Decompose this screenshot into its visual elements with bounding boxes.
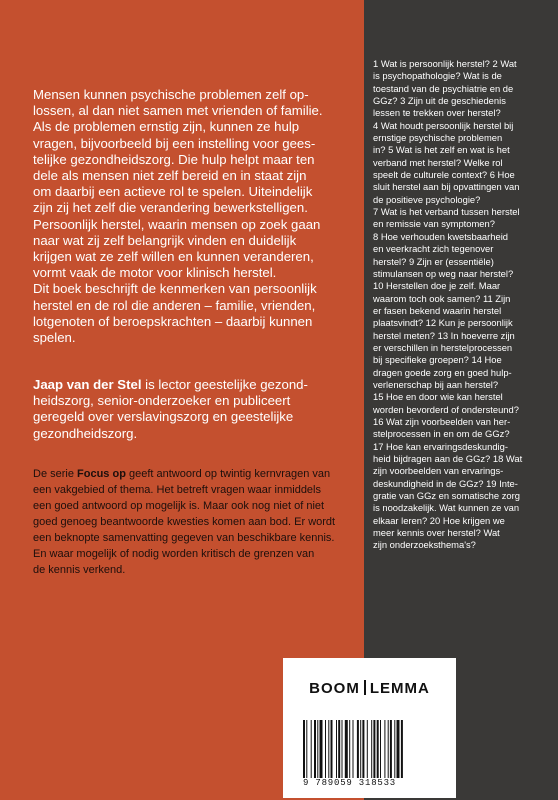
question-line: lessen te trekken over herstel? (373, 107, 501, 119)
questions-list (373, 58, 533, 552)
question-line: deskundigheid in de GGz? 19 Inte- (373, 477, 518, 489)
author-line: gezondheidszorg. (33, 425, 138, 441)
series-line: de kennis verkend. (33, 564, 126, 576)
series-line: een goed antwoord op mogelijk is. Maar ook nog niet of niet (33, 500, 325, 512)
question-line: heid bijdragen aan de GGz? 18 Wat (373, 453, 523, 464)
series-line: een vakgebied of thema. Het betreft vragen waar inmiddels (33, 484, 321, 496)
question-line: waarom toch ook samen? 11 Zijn (373, 292, 511, 304)
question-line: 8 Hoe verhouden kwetsbaarheid (373, 230, 508, 242)
question-line: speelt de culturele context? 6 Hoe (373, 169, 515, 181)
question-line: 15 Hoe en door wie kan herstel (373, 391, 503, 403)
question-line: er fasen bekend waarin herstel (373, 304, 502, 316)
question-line: toestand van de psychiatrie en de (373, 82, 514, 94)
question-line: is noodzakelijk. Wat kunnen ze van (373, 502, 520, 514)
question-line: verlenerschap bij aan herstel? (373, 378, 499, 390)
logo-divider (364, 680, 366, 695)
series-line: een beknopte samenvatting gegeven van beschikbare kennis. (33, 532, 335, 544)
series-name: Focus op (77, 468, 126, 480)
question-line: plaatsvindt? 12 Kun je persoonlijk (373, 317, 513, 329)
question-line: 1 Wat is persoonlijk herstel? 2 Wat (373, 58, 517, 69)
intro-line: vormt vaak de motor voor klinisch herstel. (33, 265, 277, 281)
question-line: dragen goede zorg en goed hulp- (373, 366, 512, 378)
question-line: 4 Wat houdt persoonlijk herstel bij (373, 119, 514, 131)
intro-line: Dit boek beschrijft de kenmerken van persoonlijk (33, 281, 317, 297)
question-line: zijn onderzoeksthema's? (373, 539, 476, 551)
intro-line: vragen, bijvoorbeeld bij een instelling voor gees- (33, 135, 316, 151)
question-line: zijn voorbeelden van ervarings- (373, 465, 504, 477)
question-line: verband met herstel? Welke rol (373, 156, 503, 168)
intro-line: spelen. (33, 330, 76, 346)
publisher-box (283, 658, 456, 798)
question-line: elkaar leren? 20 Hoe krijgen we (373, 514, 505, 526)
question-line: en veerkracht zich tegenover (373, 243, 494, 255)
series-line: goed genoeg beantwoorde kwesties komen aan bod. Er wordt (33, 516, 336, 528)
intro-line: dele als mensen niet zelf bereid en in staat zijn (33, 168, 307, 184)
author-name: Jaap van der Stel (33, 377, 142, 392)
series-description (33, 466, 353, 578)
publisher-name-left: BOOM (309, 680, 360, 697)
publisher-name-right: LEMMA (369, 680, 430, 697)
author-line: heidszorg, senior-onderzoeker en publiceert (33, 393, 291, 409)
intro-line: telijke gezondheidszorg. Die hulp helpt maar ten (33, 151, 315, 167)
intro-line: Als de problemen ernstig zijn, kunnen ze hulp (33, 119, 300, 135)
question-line: meer kennis over herstel? Wat (373, 527, 500, 539)
question-line: de positieve psychologie? (373, 193, 481, 205)
question-line: ernstige psychische problemen (373, 132, 503, 144)
intro-line: lotgenoten of beroepskrachten – daarbij kunnen (33, 313, 313, 329)
question-line: 10 Herstellen doe je zelf. Maar (373, 280, 501, 292)
question-line: en remissie van symptomen? (373, 218, 495, 230)
series-prefix: De serie (33, 468, 78, 480)
author-bio (33, 377, 353, 442)
intro-line: Persoonlijk herstel, waarin mensen op zoek gaan (33, 216, 321, 232)
series-line: geeft antwoord op twintig kernvragen van (125, 468, 331, 480)
question-line: 16 Wat zijn voorbeelden van her- (373, 415, 511, 427)
intro-line: herstel en de rol die anderen – familie, vrienden, (33, 297, 316, 313)
intro-line: Mensen kunnen psychische problemen zelf op- (33, 87, 309, 102)
intro-line: lossen, al dan niet samen met vrienden of familie. (33, 103, 323, 119)
question-line: stimulansen op weg naar herstel? (373, 267, 514, 279)
author-line: geregeld over verslavingszorg en geestelijke (33, 409, 294, 425)
question-line: 7 Wat is het verband tussen herstel (373, 206, 520, 218)
question-line: gratie van GGz en somatische zorg (373, 490, 520, 502)
intro-line: zijn zij het zelf die verandering bewerkstelligen. (33, 200, 308, 216)
intro-line: naar wat zij zelf belangrijk vinden en duidelijk (33, 232, 297, 248)
question-line: stelprocessen in en om de GGz? (373, 428, 510, 440)
intro-line: krijgen wat ze zelf willen en kunnen veranderen, (33, 249, 314, 265)
author-line: is lector geestelijke gezond- (141, 377, 308, 392)
question-line: is psychopathologie? Wat is de (373, 70, 502, 82)
question-line: sluit herstel aan bij opvattingen van (373, 181, 520, 193)
question-line: herstel? 9 Zijn er (essentiële) (373, 255, 494, 267)
publisher-logo (283, 680, 456, 697)
question-line: bij specifieke groepen? 14 Hoe (373, 354, 502, 366)
isbn-number: 9 789059 318533 (303, 778, 397, 788)
intro-line: om daarbij een actieve rol te spelen. Uiteindelijk (33, 184, 313, 200)
series-line: En waar mogelijk of nodig worden kritisch de grenzen van (33, 548, 315, 560)
question-line: 17 Hoe kan ervaringsdeskundig- (373, 440, 508, 452)
question-line: in? 5 Wat is het zelf en wat is het (373, 144, 510, 156)
barcode (303, 720, 436, 778)
question-line: worden bevorderd of ondersteund? (373, 403, 519, 415)
question-line: herstel meten? 13 In hoeverre zijn (373, 329, 515, 341)
question-line: GGz? 3 Zijn uit de geschiedenis (373, 95, 506, 107)
intro-text (33, 87, 353, 346)
question-line: er verschillen in herstelprocessen (373, 341, 513, 353)
